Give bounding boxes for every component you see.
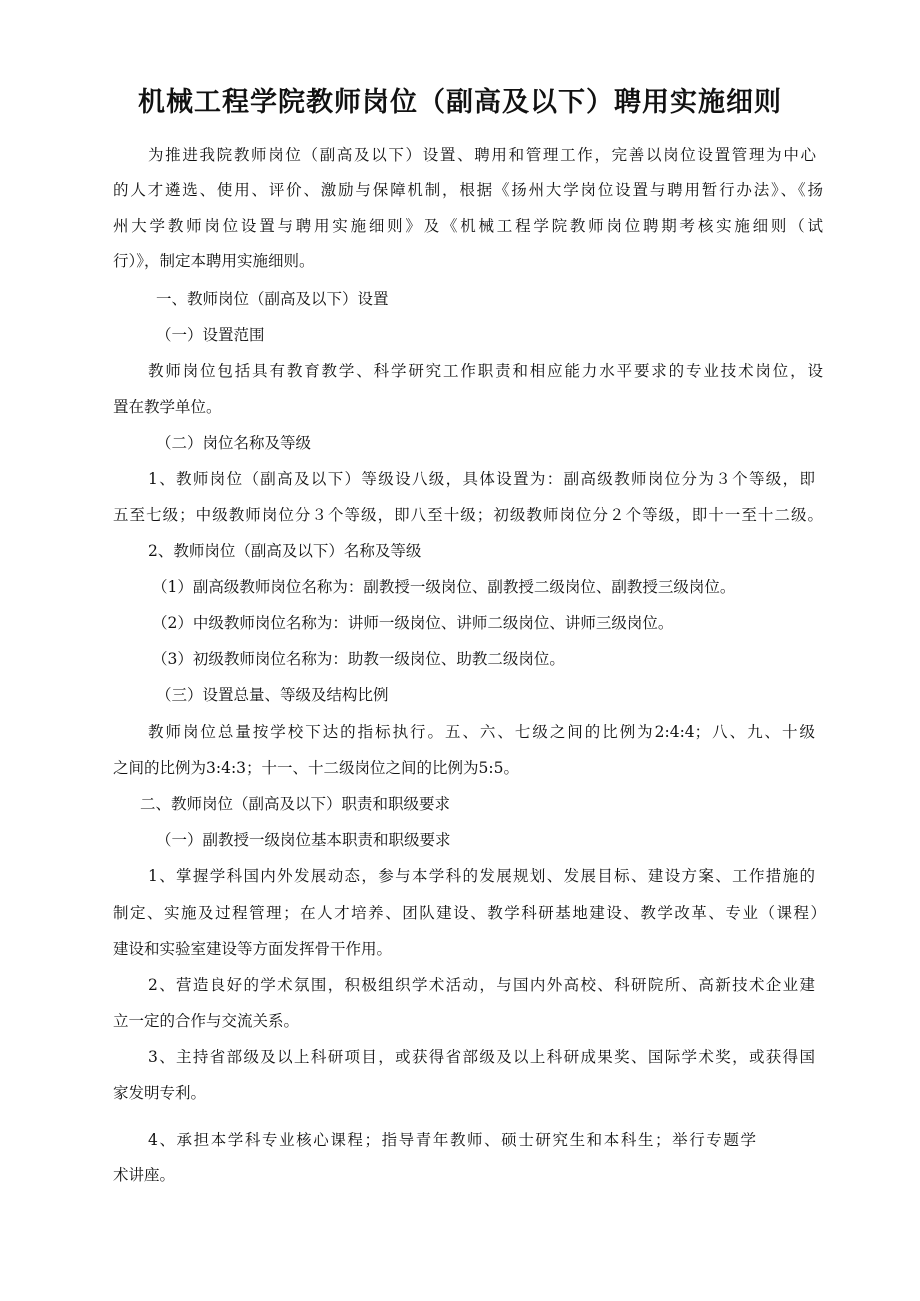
subsection-heading: （二）岗位名称及等级 xyxy=(156,434,312,452)
paragraph-line: 4、承担本学科专业核心课程；指导青年教师、硕士研究生和本科生；举行专题学 xyxy=(148,1131,756,1149)
list-item: （3）初级教师岗位名称为：助教一级岗位、助教二级岗位。 xyxy=(152,650,565,668)
paragraph-line: 州大学教师岗位设置与聘用实施细则》及《机械工程学院教师岗位聘期考核实施细则（试 xyxy=(113,217,823,235)
paragraph-line: 教师岗位总量按学校下达的指标执行。五、六、七级之间的比例为2:4:4；八、九、十级 xyxy=(148,723,815,741)
paragraph-line: 教师岗位包括具有教育教学、科学研究工作职责和相应能力水平要求的专业技术岗位，设 xyxy=(148,362,823,380)
paragraph-line: 置在教学单位。 xyxy=(113,398,222,416)
list-item: （2）中级教师岗位名称为：讲师一级岗位、讲师二级岗位、讲师三级岗位。 xyxy=(152,614,674,632)
paragraph-line: 之间的比例为3:4:3；十一、十二级岗位之间的比例为5:5。 xyxy=(113,759,519,777)
paragraph-line: 五至七级；中级教师岗位分３个等级，即八至十级；初级教师岗位分２个等级，即十一至十二级。 xyxy=(113,506,823,524)
paragraph-line: 1、掌握学科国内外发展动态，参与本学科的发展规划、发展目标、建设方案、工作措施的 xyxy=(148,867,815,885)
paragraph-line: 为推进我院教师岗位（副高及以下）设置、聘用和管理工作，完善以岗位设置管理为中心 xyxy=(148,146,816,164)
paragraph-line: 2、营造良好的学术氛围，积极组织学术活动，与国内外高校、科研院所、高新技术企业建 xyxy=(148,976,815,994)
document-title: 机械工程学院教师岗位（副高及以下）聘用实施细则 xyxy=(138,87,782,118)
subsection-heading: （一）副教授一级岗位基本职责和职级要求 xyxy=(156,831,451,849)
section-heading: 二、教师岗位（副高及以下）职责和职级要求 xyxy=(140,795,451,813)
paragraph-line: 建设和实验室建设等方面发挥骨干作用。 xyxy=(113,940,393,958)
paragraph-line: 制定、实施及过程管理；在人才培养、团队建设、教学科研基地建设、教学改革、专业（课程） xyxy=(113,904,826,922)
paragraph-line: 立一定的合作与交流关系。 xyxy=(113,1012,300,1030)
paragraph-line: 的人才遴选、使用、评价、激励与保障机制，根据《扬州大学岗位设置与聘用暂行办法》、《扬 xyxy=(113,181,823,199)
paragraph-line: 3、主持省部级及以上科研项目，或获得省部级及以上科研成果奖、国际学术奖，或获得国 xyxy=(148,1048,815,1066)
subsection-heading: （三）设置总量、等级及结构比例 xyxy=(156,686,389,704)
section-heading: 一、教师岗位（副高及以下）设置 xyxy=(156,290,389,308)
subsection-heading: （一）设置范围 xyxy=(156,326,265,344)
paragraph-line: 1、教师岗位（副高及以下）等级设八级，具体设置为：副高级教师岗位分为３个等级，即 xyxy=(148,470,815,488)
paragraph-line: 家发明专利。 xyxy=(113,1084,207,1102)
list-item: （1）副高级教师岗位名称为：副教授一级岗位、副教授二级岗位、副教授三级岗位。 xyxy=(152,578,736,596)
list-heading: 2、教师岗位（副高及以下）名称及等级 xyxy=(148,542,422,560)
paragraph-line: 术讲座。 xyxy=(113,1166,176,1184)
paragraph-line: 行）》，制定本聘用实施细则。 xyxy=(113,252,315,270)
